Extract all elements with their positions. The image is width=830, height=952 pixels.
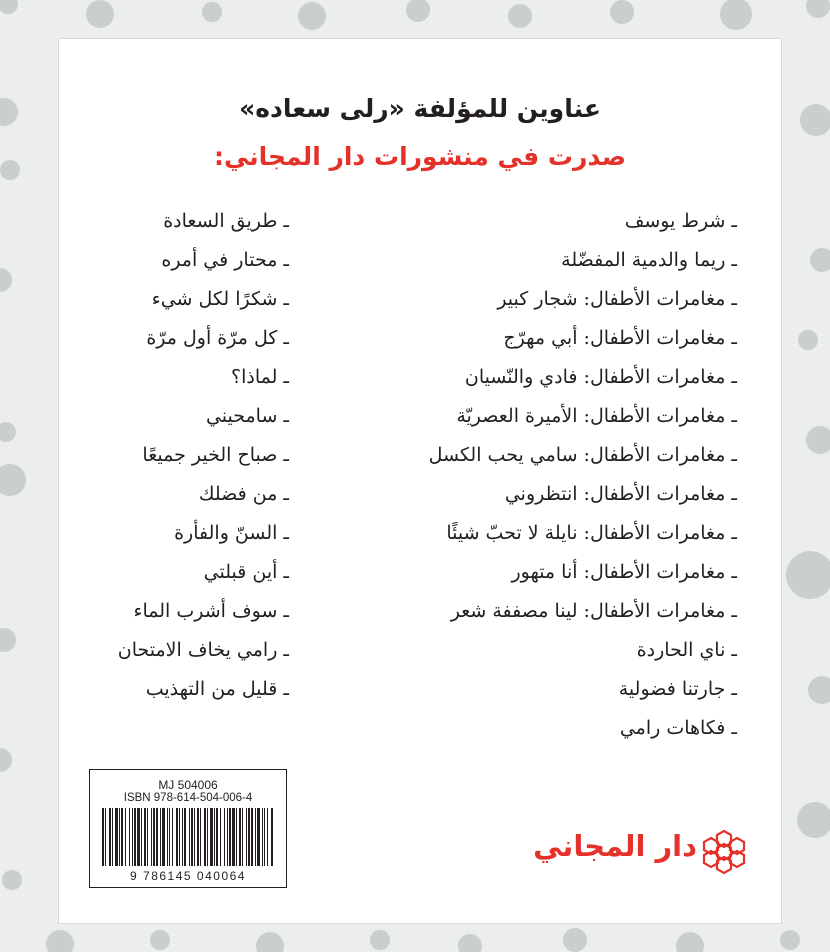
list-item: ـ كل مرّة أول مرّة — [146, 327, 289, 349]
honeycomb-hexagon-icon — [699, 827, 749, 877]
barcode-bar — [112, 808, 113, 866]
barcode-digits: 9 786145 040064 — [130, 869, 246, 883]
list-item: ـ فكاهات رامي — [619, 717, 737, 739]
list-item: ـ طريق السعادة — [163, 210, 289, 232]
barcode-bar — [232, 808, 235, 866]
barcode-bar — [194, 808, 195, 866]
barcode-bar — [184, 808, 186, 866]
barcode-bar — [119, 808, 120, 866]
barcode-bar — [224, 808, 225, 866]
barcode-bar — [214, 808, 215, 866]
barcode-bar — [176, 808, 178, 866]
barcode-bar — [197, 808, 199, 866]
barcode-bar — [262, 808, 263, 866]
list-item: ـ أين قبلتي — [203, 561, 289, 583]
titles-list-right — [377, 202, 737, 748]
barcode-bar — [255, 808, 256, 866]
barcode-bar — [220, 808, 221, 866]
barcode-bar — [264, 808, 265, 866]
barcode-bar — [129, 808, 130, 866]
barcode-bar — [182, 808, 183, 866]
barcode-bar — [153, 808, 155, 866]
barcode-bar — [160, 808, 161, 866]
barcode-bar — [236, 808, 237, 866]
barcode-bar — [267, 808, 268, 866]
list-item: ـ شكرًا لكل شيء — [151, 288, 289, 310]
list-item: ـ مغامرات الأطفال: نايلة لا تحبّ شيئًا — [446, 522, 737, 544]
list-item: ـ صباح الخير جميعًا — [142, 444, 289, 466]
author-titles-heading: عناوين للمؤلفة «رلى سعاده» — [239, 94, 601, 123]
barcode-bars — [100, 808, 276, 868]
barcode-bar — [172, 808, 173, 866]
barcode-bar — [141, 808, 142, 866]
list-item: ـ ناي الحاردة — [636, 639, 737, 661]
barcode-bar — [229, 808, 231, 866]
publisher-logo — [529, 825, 749, 885]
barcode-bar — [169, 808, 170, 866]
barcode-bar — [227, 808, 228, 866]
barcode-bar — [167, 808, 168, 866]
barcode-bar — [109, 808, 111, 866]
barcode-bar — [102, 808, 104, 866]
product-code: MJ 504006 — [158, 778, 218, 792]
barcode-bar — [144, 808, 146, 866]
barcode-bar — [248, 808, 250, 866]
list-item: ـ سوف أشرب الماء — [133, 600, 289, 622]
barcode-bar — [207, 808, 208, 866]
barcode-bar — [179, 808, 180, 866]
list-item: ـ رامي يخاف الامتحان — [117, 639, 289, 661]
barcode-bar — [137, 808, 140, 866]
isbn-number: ISBN 978-614-504-006-4 — [123, 792, 253, 804]
list-item: ـ شرط يوسف — [624, 210, 737, 232]
list-item: ـ من فضلك — [198, 483, 289, 505]
titles-panel — [58, 38, 782, 924]
barcode-bar — [200, 808, 201, 866]
barcode-bar — [121, 808, 123, 866]
list-item: ـ جارتنا فضولية — [618, 678, 737, 700]
list-item: ـ مغامرات الأطفال: لينا مصففة شعر — [450, 600, 737, 622]
list-item: ـ السنّ والفأرة — [174, 522, 289, 544]
barcode-bar — [191, 808, 193, 866]
barcode-bar — [239, 808, 241, 866]
list-item: ـ مغامرات الأطفال: أبي مهرّج — [503, 327, 737, 349]
list-item: ـ لماذا؟ — [231, 366, 289, 388]
barcode-bar — [162, 808, 165, 866]
list-item: ـ مغامرات الأطفال: انتظروني — [504, 483, 737, 505]
list-item: ـ ريما والدمية المفضّلة — [561, 249, 737, 271]
barcode-bar — [151, 808, 152, 866]
list-item: ـ محتار في أمره — [161, 249, 289, 271]
barcode-bar — [216, 808, 218, 866]
publisher-heading: صدرت في منشورات دار المجاني: — [213, 142, 627, 171]
barcode-bar — [132, 808, 133, 866]
barcode-bar — [115, 808, 118, 866]
barcode-bar — [147, 808, 148, 866]
barcode-bar — [210, 808, 213, 866]
barcode-bar — [189, 808, 190, 866]
titles-list-left — [69, 202, 289, 709]
barcode-bar — [105, 808, 106, 866]
barcode-bar — [271, 808, 273, 866]
barcode-bar — [257, 808, 260, 866]
barcode-bar — [251, 808, 253, 866]
list-item: ـ مغامرات الأطفال: فادي والنّسيان — [464, 366, 737, 388]
barcode-bar — [134, 808, 136, 866]
list-item: ـ قليل من التهذيب — [145, 678, 289, 700]
barcode-bar — [125, 808, 126, 866]
publisher-name: دار المجاني — [533, 829, 697, 863]
barcode-bar — [204, 808, 206, 866]
list-item: ـ مغامرات الأطفال: شجار كبير — [497, 288, 737, 310]
barcode-bar — [246, 808, 247, 866]
list-item: ـ مغامرات الأطفال: أنا متهور — [511, 561, 737, 583]
isbn-barcode-label — [89, 769, 287, 888]
barcode-bar — [242, 808, 243, 866]
list-item: ـ سامحيني — [205, 405, 289, 427]
list-item: ـ مغامرات الأطفال: الأميرة العصريّة — [456, 405, 737, 427]
list-item: ـ مغامرات الأطفال: سامي يحب الكسل — [428, 444, 737, 466]
barcode-bar — [156, 808, 158, 866]
